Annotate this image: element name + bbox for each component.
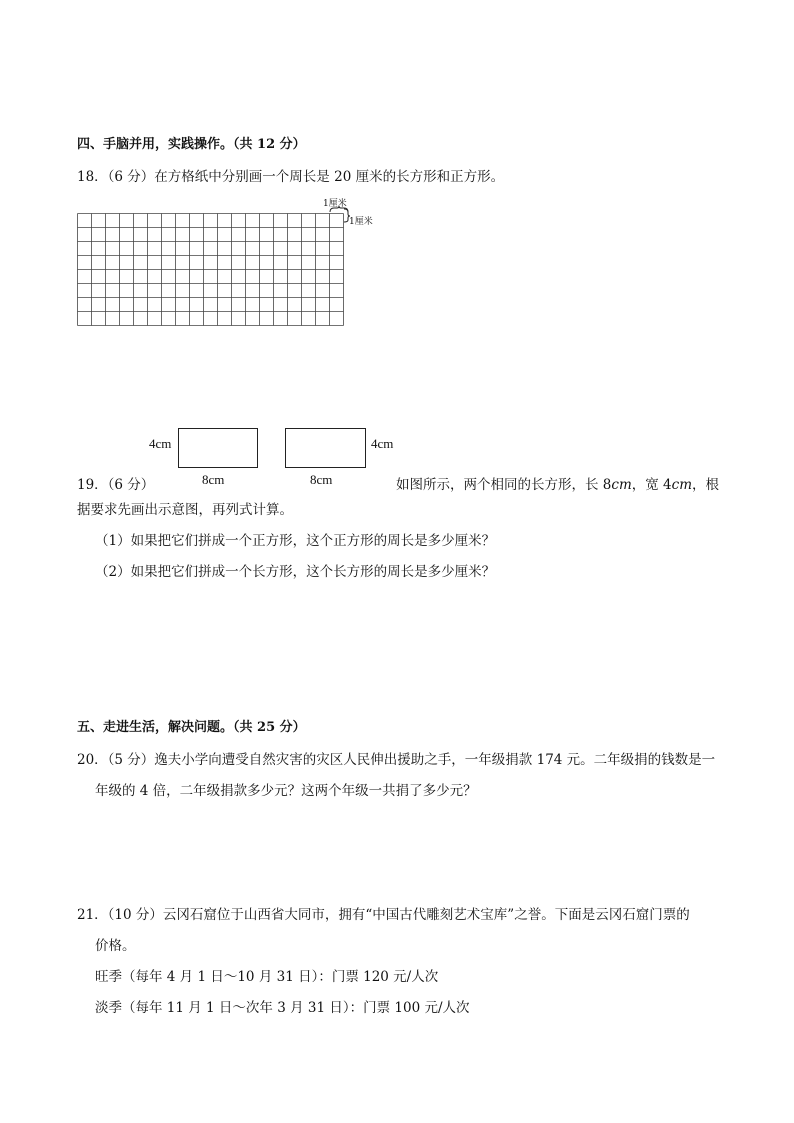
- question-19-sub-2: （2）如果把它们拼成一个长方形，这个长方形的周长是多少厘米？: [95, 564, 496, 580]
- question-19-text-line2: 据要求先画出示意图，再列式计算。: [77, 502, 293, 518]
- rect-left-width-label: 8cm: [202, 472, 225, 487]
- rect-right-height-label: 4cm: [371, 436, 394, 451]
- section-4-title: 四、手脑并用，实践操作。（共 12 分）: [77, 137, 306, 152]
- question-21-line2: 价格。: [95, 938, 136, 954]
- rectangle-right: [285, 428, 366, 468]
- question-20-line1: 20．（5 分）逸夫小学向遭受自然灾害的灾区人民伸出援助之手，一年级捐款 174 元。二年级捐的钱数是一: [77, 752, 716, 768]
- unit-label-side: 1厘米: [349, 217, 373, 227]
- rect-left-height-label: 4cm: [149, 436, 172, 451]
- square-grid-paper[interactable]: [77, 213, 345, 331]
- ticket-price-peak: 旺季（每年 4 月 1 日～10 月 31 日）：门票 120 元/人次: [95, 969, 439, 985]
- rectangle-left: [178, 428, 258, 468]
- question-19-sub-1: （1）如果把它们拼成一个正方形，这个正方形的周长是多少厘米？: [95, 533, 496, 549]
- question-19-text: 如图所示，两个相同的长方形，长 8cm，宽 4cm，根: [396, 477, 720, 493]
- question-21-line1: 21．（10 分）云冈石窟位于山西省大同市，拥有“中国古代雕刻艺术宝库”之誉。下面是云冈石窟门票的: [77, 907, 690, 923]
- question-20-line2: 年级的 4 倍，二年级捐款多少元？这两个年级一共捐了多少元？: [95, 783, 477, 799]
- unit-label-top: 1厘米: [323, 199, 347, 209]
- question-19-prefix: 19．（6 分）: [77, 477, 155, 493]
- question-18-text: 18．（6 分）在方格纸中分别画一个周长是 20 厘米的长方形和正方形。: [77, 169, 505, 185]
- section-5-title: 五、走进生活，解决问题。（共 25 分）: [77, 720, 306, 735]
- rect-right-width-label: 8cm: [310, 472, 333, 487]
- ticket-price-offpeak: 淡季（每年 11 月 1 日～次年 3 月 31 日）：门票 100 元/人次: [95, 1000, 470, 1016]
